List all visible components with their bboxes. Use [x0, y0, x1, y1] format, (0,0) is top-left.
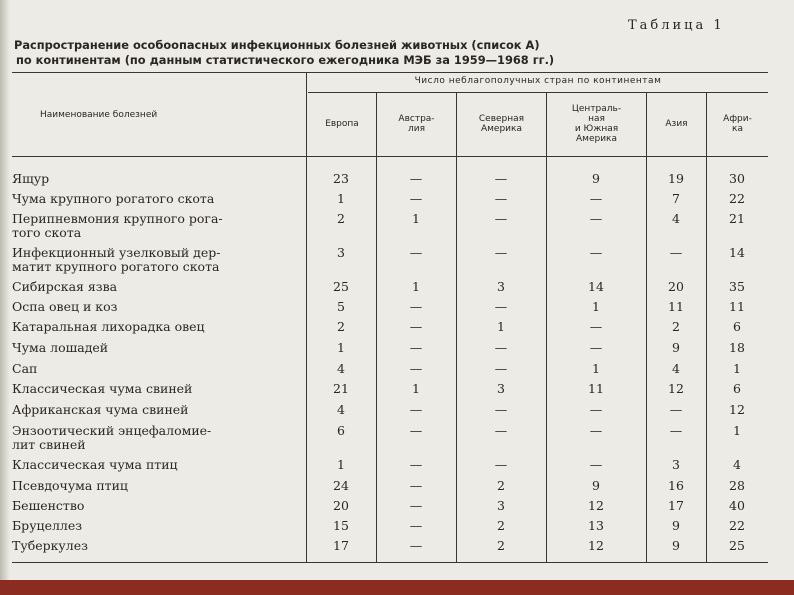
table-label: Таблица 1 — [628, 18, 725, 33]
table-cell: 23 — [333, 171, 349, 186]
table-cell: 12 — [588, 498, 604, 513]
table-bottom-rule — [12, 562, 768, 563]
table-cell: — — [409, 245, 423, 260]
table-cell: — — [589, 211, 603, 226]
table-cell: 21 — [729, 211, 745, 226]
table-cell: 9 — [672, 538, 680, 553]
table-cell: 1 — [592, 299, 600, 314]
disease-name: Африканская чума свиней — [12, 402, 189, 417]
table-cell: — — [409, 538, 423, 553]
disease-name: Перипневмония крупного рога- того скота — [12, 211, 223, 240]
table-cell: — — [409, 423, 423, 438]
disease-name: Бруцеллез — [12, 518, 83, 533]
table-cell: 40 — [729, 498, 745, 513]
table-cell: 1 — [733, 423, 741, 438]
table-cell: 6 — [733, 319, 741, 334]
table-cell: — — [589, 319, 603, 334]
table-cell: 2 — [497, 538, 505, 553]
disease-name: Ящур — [12, 171, 50, 186]
table-cell: 11 — [729, 299, 745, 314]
table-cell: — — [409, 361, 423, 376]
table-cell: 11 — [668, 299, 684, 314]
table-cell: — — [589, 402, 603, 417]
table-cell: 1 — [412, 279, 420, 294]
table-cell: — — [494, 423, 508, 438]
table-cell: — — [494, 340, 508, 355]
table-cell: 3 — [497, 279, 505, 294]
disease-name: Сап — [12, 361, 38, 376]
table-cell: 30 — [729, 171, 745, 186]
disease-name: Бешенство — [12, 498, 85, 513]
table-cell: 25 — [729, 538, 745, 553]
disease-name: Чума крупного рогатого скота — [12, 191, 215, 206]
table-cell: 2 — [497, 478, 505, 493]
table-cell: 3 — [337, 245, 345, 260]
table-cell: 9 — [672, 340, 680, 355]
title-line-2: по континентам (по данным статистического ежегодника МЭБ за 1959—1968 гг.) — [16, 53, 555, 67]
table-cell: 15 — [333, 518, 349, 533]
disease-name: Классическая чума птиц — [12, 457, 178, 472]
column-header-australia: Австра- лия — [398, 114, 435, 134]
table-title — [14, 38, 764, 68]
table-cell: 28 — [729, 478, 745, 493]
table-cell: 3 — [672, 457, 680, 472]
table-cell: 1 — [412, 211, 420, 226]
table-cell: — — [409, 171, 423, 186]
title-line-1: Распространение особоопасных инфекционных болезней животных (список А) — [14, 38, 540, 52]
table-cell: 3 — [497, 381, 505, 396]
table-cell: — — [589, 457, 603, 472]
column-header-latin-america: Централь- ная и Южная Америка — [571, 104, 622, 144]
table-cell: 1 — [337, 340, 345, 355]
column-header-europe: Европа — [325, 119, 359, 129]
table-cell: 3 — [497, 498, 505, 513]
table-cell: 35 — [729, 279, 745, 294]
disease-name: Псевдочума птиц — [12, 478, 128, 493]
table-cell: — — [409, 340, 423, 355]
table-cell: 1 — [337, 191, 345, 206]
table-cell: 5 — [337, 299, 345, 314]
table-cell: 4 — [672, 361, 680, 376]
table-cell: 6 — [337, 423, 345, 438]
table-cell: — — [494, 402, 508, 417]
table-cell: — — [409, 457, 423, 472]
table-cell: 12 — [729, 402, 745, 417]
table-cell: 14 — [729, 245, 745, 260]
table-cell: 22 — [729, 191, 745, 206]
table-cell: 1 — [497, 319, 505, 334]
table-cell: 1 — [733, 361, 741, 376]
table-cell: 25 — [333, 279, 349, 294]
table-cell: 20 — [333, 498, 349, 513]
table-cell: 14 — [588, 279, 604, 294]
disease-name: Сибирская язва — [12, 279, 118, 294]
table-cell: 4 — [672, 211, 680, 226]
table-cell: 2 — [337, 319, 345, 334]
table-cell: 4 — [733, 457, 741, 472]
table-cell: — — [409, 299, 423, 314]
table-cell: — — [589, 340, 603, 355]
table-cell: — — [589, 245, 603, 260]
group-header-rule — [308, 92, 768, 93]
table-cell: — — [669, 245, 683, 260]
table-cell: 1 — [592, 361, 600, 376]
table-cell: — — [669, 402, 683, 417]
table-cell: 6 — [733, 381, 741, 396]
table-cell: 1 — [412, 381, 420, 396]
column-header-north-america: Северная Америка — [478, 114, 525, 134]
table-cell: 13 — [588, 518, 604, 533]
table-cell: — — [409, 191, 423, 206]
table-cell: — — [494, 245, 508, 260]
table-cell: 17 — [333, 538, 349, 553]
disease-name: Оспа овец и коз — [12, 299, 118, 314]
disease-name: Классическая чума свиней — [12, 381, 193, 396]
table-cell: 9 — [672, 518, 680, 533]
table-cell: 24 — [333, 478, 349, 493]
table-top-rule — [12, 72, 768, 73]
table-cell: 22 — [729, 518, 745, 533]
disease-name: Катаральная лихорадка овец — [12, 319, 205, 334]
header-bottom-rule — [12, 156, 768, 157]
table-cell: — — [494, 171, 508, 186]
disease-name: Чума лошадей — [12, 340, 109, 355]
table-cell: 9 — [592, 171, 600, 186]
table-cell: — — [409, 518, 423, 533]
disease-name: Туберкулез — [12, 538, 88, 553]
table-cell: 2 — [337, 211, 345, 226]
table-cell: 21 — [333, 381, 349, 396]
table-cell: 17 — [668, 498, 684, 513]
table-cell: 12 — [588, 538, 604, 553]
table-cell: 4 — [337, 361, 345, 376]
table-cell: — — [409, 402, 423, 417]
table-cell: — — [494, 457, 508, 472]
table-cell: 16 — [668, 478, 684, 493]
column-header-africa: Афри- ка — [723, 114, 752, 134]
table-cell: 2 — [497, 518, 505, 533]
page-shadow — [0, 0, 10, 580]
table-cell: — — [494, 299, 508, 314]
slide-bottom-bar — [0, 580, 794, 595]
disease-column-header: Наименование болезней — [40, 110, 158, 120]
table-cell: — — [589, 423, 603, 438]
table-cell: 1 — [337, 457, 345, 472]
table-cell: — — [409, 498, 423, 513]
continent-group-header: Число неблагополучных стран по континентам — [414, 76, 662, 86]
table-cell: 7 — [672, 191, 680, 206]
table-cell: 20 — [668, 279, 684, 294]
table-cell: — — [589, 191, 603, 206]
table-cell: — — [409, 319, 423, 334]
disease-name: Энзоотический энцефаломие- лит свиней — [12, 423, 212, 452]
table-cell: — — [669, 423, 683, 438]
table-cell: 12 — [668, 381, 684, 396]
table-cell: — — [494, 211, 508, 226]
table-cell: 11 — [588, 381, 604, 396]
table-cell: — — [494, 191, 508, 206]
table-cell: — — [409, 478, 423, 493]
table-cell: 9 — [592, 478, 600, 493]
column-header-asia: Азия — [665, 119, 688, 129]
table-cell: 4 — [337, 402, 345, 417]
table-cell: 18 — [729, 340, 745, 355]
disease-name: Инфекционный узелковый дер- матит крупного рогатого скота — [12, 245, 221, 274]
table-cell: — — [494, 361, 508, 376]
table-cell: 19 — [668, 171, 684, 186]
table-cell: 2 — [672, 319, 680, 334]
